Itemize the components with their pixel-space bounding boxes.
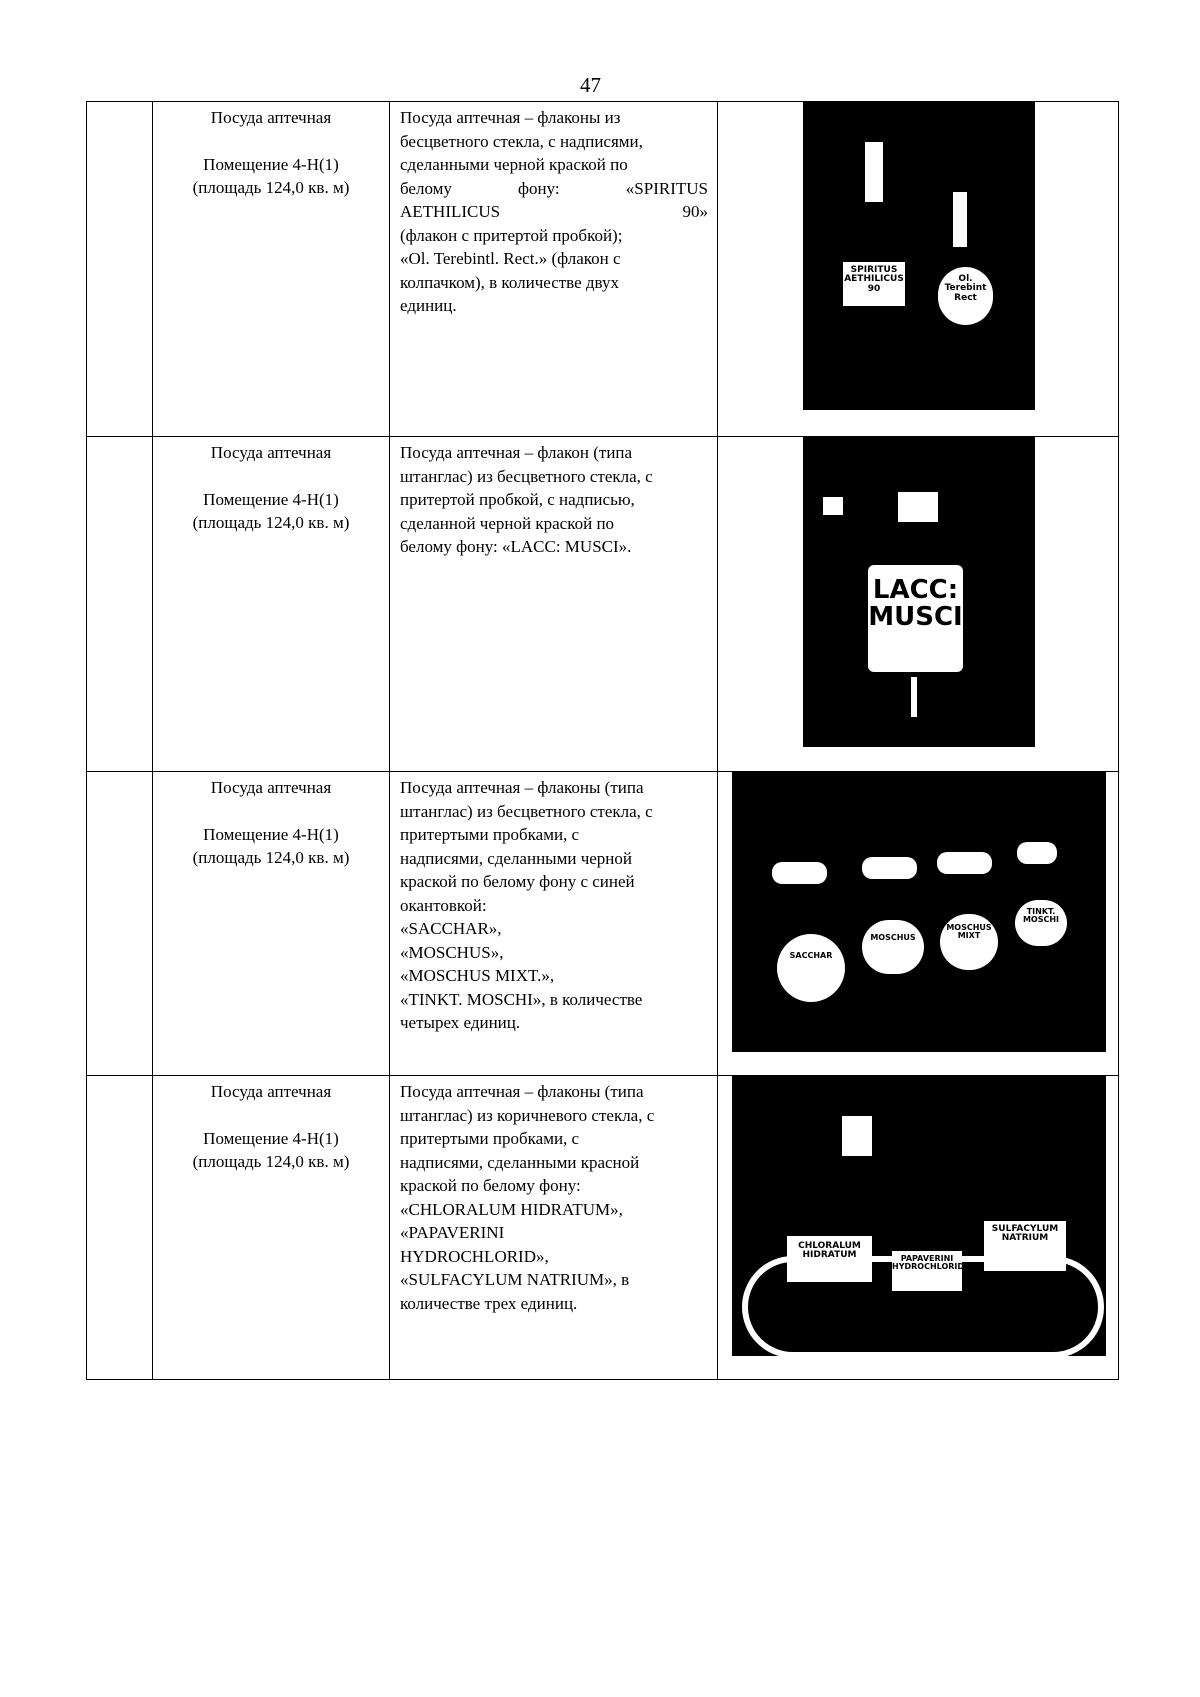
description-cell: [390, 772, 718, 1076]
room-area: (площадь 124,0 кв. м): [192, 1152, 350, 1171]
description-line: надписями, сделанными черной: [400, 848, 632, 868]
room-area: (площадь 124,0 кв. м): [192, 513, 350, 532]
description-line: [400, 177, 708, 201]
bottle-photo: [803, 437, 1035, 747]
description-line: количестве трех единиц.: [400, 1293, 578, 1313]
bottle-label: MOSCHUS: [862, 920, 924, 974]
description-line: единиц.: [400, 296, 457, 315]
photo-cell: [718, 1076, 1119, 1380]
description-line: Посуда аптечная – флаконы (типа: [400, 1082, 644, 1101]
description-line: [400, 200, 708, 224]
bottle-label: SULFACYLUM NATRIUM: [984, 1221, 1066, 1271]
item-name-cell: [153, 1076, 390, 1380]
label-line: MUSCI: [868, 602, 963, 633]
description-word: белому: [400, 178, 452, 198]
photo-cell: [718, 102, 1119, 437]
room-area: (площадь 124,0 кв. м): [192, 848, 350, 867]
bottle-label: TINKT. MOSCHI: [1015, 900, 1067, 946]
bottle-label: PAPAVERINI HYDROCHLORID: [892, 1251, 962, 1291]
description-line: штанглас) из коричневого стекла, с: [400, 1105, 655, 1125]
bottle-label: MOSCHUS MIXT: [940, 914, 998, 970]
description-line: «SULFACYLUM NATRIUM», в: [400, 1270, 630, 1289]
room-area: (площадь 124,0 кв. м): [192, 178, 350, 197]
room-name: Помещение 4-Н(1): [203, 154, 339, 174]
description-line: «CHLORALUM HIDRATUM»,: [400, 1199, 623, 1219]
description-line: окантовкой:: [400, 895, 487, 915]
bottle-photo: [803, 102, 1035, 410]
description-line: Посуда аптечная – флаконы (типа: [400, 778, 644, 797]
description-line: штанглас) из бесцветного стекла, с: [400, 801, 653, 821]
item-name-cell: [153, 437, 390, 772]
description-line: «SACCHAR»,: [400, 919, 502, 938]
inventory-table: [86, 101, 1119, 1380]
description-fragment: 90»: [682, 202, 708, 221]
description-cell: [390, 437, 718, 772]
item-name: Посуда аптечная: [210, 1082, 332, 1101]
description-line: «MOSCHUS MIXT.»,: [400, 966, 555, 985]
description-word: «SPIRITUS: [625, 178, 708, 198]
description-line: Посуда аптечная – флакон (типа: [400, 443, 633, 462]
room-name: Помещение 4-Н(1): [203, 824, 339, 844]
table-row: [87, 772, 1119, 1076]
description-line: краской по белому фону с синей: [400, 872, 635, 891]
table-row: [87, 102, 1119, 437]
description-line: Посуда аптечная – флаконы из: [400, 108, 621, 127]
description-line: притертыми пробками, с: [400, 825, 580, 844]
label-line: LACC:: [872, 575, 959, 605]
bottle-photo: [732, 1076, 1106, 1356]
index-cell: [87, 1076, 153, 1380]
description-line: белому фону: «LACC: MUSCI».: [400, 537, 632, 556]
description-line: притертой пробкой, с надписью,: [400, 490, 635, 509]
photo-cell: [718, 772, 1119, 1076]
item-name: Посуда аптечная: [210, 443, 332, 462]
index-cell: [87, 772, 153, 1076]
description-line: «TINKT. MOSCHI», в количестве: [400, 989, 643, 1009]
room-name: Помещение 4-Н(1): [203, 489, 339, 509]
index-cell: [87, 102, 153, 437]
description-line: колпачком), в количестве двух: [400, 272, 619, 292]
bottle-photo: [732, 772, 1106, 1052]
item-name: Посуда аптечная: [210, 108, 332, 127]
description-line: бесцветного стекла, с надписями,: [400, 131, 643, 151]
description-line: «PAPAVERINI: [400, 1223, 505, 1242]
description-line: «MOSCHUS»,: [400, 942, 504, 962]
description-line: краской по белому фону:: [400, 1176, 581, 1195]
room-name: Помещение 4-Н(1): [203, 1128, 339, 1148]
index-cell: [87, 437, 153, 772]
description-line: штанглас) из бесцветного стекла, с: [400, 466, 653, 486]
table-row: [87, 437, 1119, 772]
description-line: «Ol. Terebintl. Rect.» (флакон с: [400, 249, 621, 268]
bottle-label: SACCHAR: [777, 934, 845, 1002]
description-line: сделанными черной краской по: [400, 155, 628, 174]
item-name: Посуда аптечная: [210, 778, 332, 797]
description-line: (флакон с притертой пробкой);: [400, 225, 623, 245]
description-line: притертыми пробками, с: [400, 1129, 580, 1148]
bottle-label: Ol. Terebint Rect: [938, 267, 993, 325]
description-line: HYDROCHLORID»,: [400, 1246, 549, 1266]
page-number: 47: [580, 73, 601, 97]
bottle-label: SPIRITUS AETHILICUS 90: [843, 262, 905, 306]
item-name-cell: [153, 102, 390, 437]
description-line: четырех единиц.: [400, 1013, 521, 1032]
description-line: сделанной черной краской по: [400, 513, 615, 533]
bottle-label: CHLORALUM HIDRATUM: [787, 1236, 872, 1282]
bottle-label: [868, 565, 963, 672]
item-name-cell: [153, 772, 390, 1076]
description-line: надписями, сделанными красной: [400, 1152, 640, 1172]
photo-cell: [718, 437, 1119, 772]
description-word: фону:: [518, 178, 560, 198]
description-cell: [390, 1076, 718, 1380]
description-cell: [390, 102, 718, 437]
description-fragment: AETHILICUS: [400, 202, 501, 221]
table-row: [87, 1076, 1119, 1380]
